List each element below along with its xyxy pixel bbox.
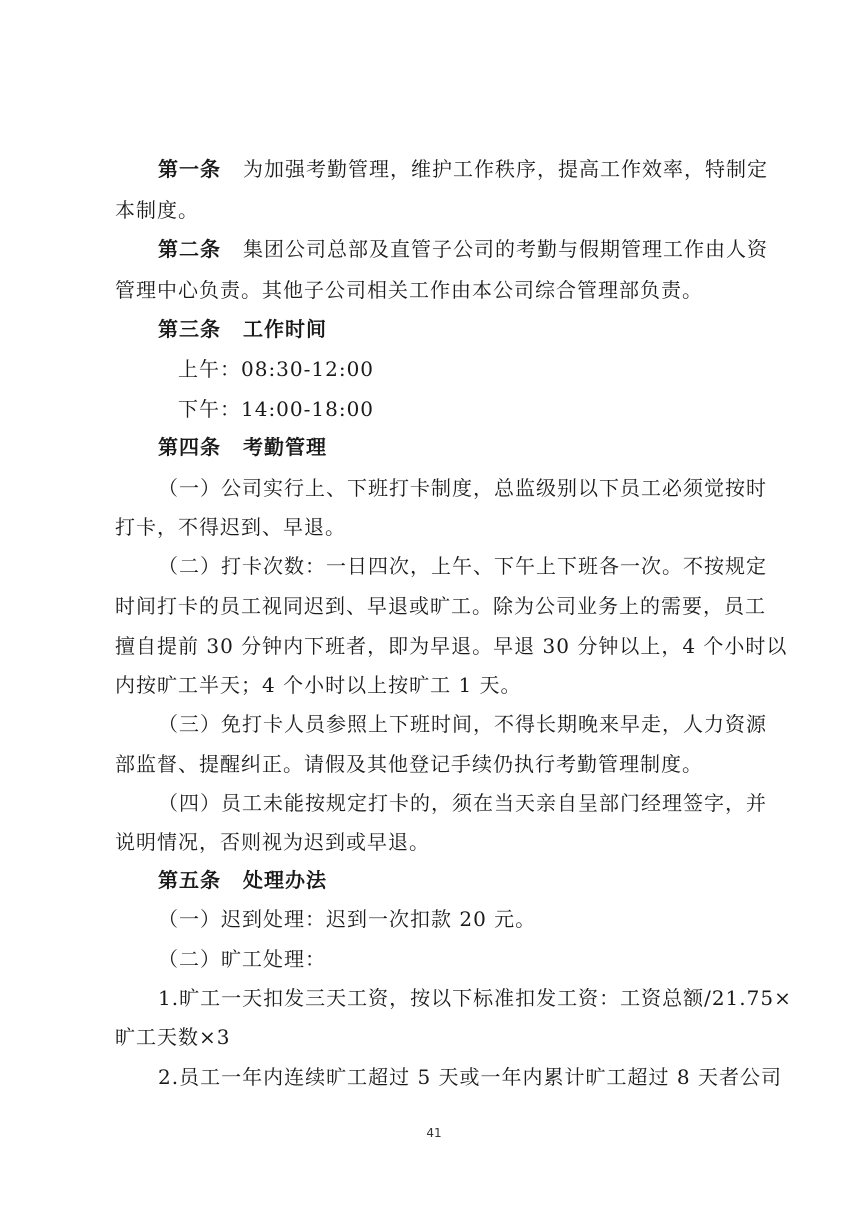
article-4-p4-line-2: 说明情况，否则视为迟到或早退。 bbox=[115, 830, 430, 854]
article-2-line-1 bbox=[158, 237, 798, 261]
article-3-title: 工作时间 bbox=[243, 317, 327, 341]
article-3-label: 第三条 bbox=[158, 317, 221, 341]
article-4-title: 考勤管理 bbox=[243, 435, 327, 459]
article-4-p1-line-2: 打卡，不得迟到、早退。 bbox=[115, 515, 346, 539]
article-1-line-2: 本制度。 bbox=[115, 198, 199, 222]
article-5-p2: （二）旷工处理： bbox=[158, 947, 326, 971]
article-4-p3-line-2: 部监督、提醒纠正。请假及其他登记手续仍执行考勤管理制度。 bbox=[115, 752, 703, 776]
article-5-item-1-line-1: 1.旷工一天扣发三天工资，按以下标准扣发工资：工资总额/21.75× bbox=[158, 986, 792, 1010]
article-4-p2-line-3: 擅自提前 30 分钟内下班者，即为早退。早退 30 分钟以上，4 个小时以 bbox=[115, 634, 788, 658]
article-4-p1-line-1: （一）公司实行上、下班打卡制度，总监级别以下员工必须觉按时 bbox=[158, 476, 767, 500]
article-5-item-1-line-2: 旷工天数×3 bbox=[115, 1025, 231, 1049]
article-5-label: 第五条 bbox=[158, 868, 221, 892]
work-time-morning: 上午：08:30-12:00 bbox=[178, 357, 375, 381]
article-5-title: 处理办法 bbox=[243, 868, 327, 892]
article-4-p2-line-2: 时间打卡的员工视同迟到、早退或旷工。除为公司业务上的需要，员工 bbox=[115, 594, 766, 618]
article-4-label: 第四条 bbox=[158, 435, 221, 459]
page-number: 41 bbox=[426, 1126, 442, 1140]
article-4-p4-line-1: （四）员工未能按规定打卡的，须在当天亲自呈部门经理签字，并 bbox=[158, 791, 767, 815]
article-5-item-2-line-1: 2.员工一年内连续旷工超过 5 天或一年内累计旷工超过 8 天者公司 bbox=[158, 1065, 782, 1089]
article-2-line-2: 管理中心负责。其他子公司相关工作由本公司综合管理部负责。 bbox=[115, 278, 703, 302]
article-4-heading bbox=[158, 435, 798, 459]
article-4-p3-line-1: （三）免打卡人员参照上下班时间，不得长期晚来早走，人力资源 bbox=[158, 712, 767, 736]
article-1-text: 为加强考勤管理，维护工作秩序，提高工作效率，特制定 bbox=[243, 157, 768, 181]
article-1-label: 第一条 bbox=[158, 157, 221, 181]
article-3-heading bbox=[158, 317, 798, 341]
article-5-p1: （一）迟到处理：迟到一次扣款 20 元。 bbox=[158, 907, 537, 931]
work-time-afternoon: 下午：14:00-18:00 bbox=[178, 397, 375, 421]
article-5-heading bbox=[158, 868, 798, 892]
article-2-label: 第二条 bbox=[158, 237, 221, 261]
article-4-p2-line-1: （二）打卡次数：一日四次，上午、下午上下班各一次。不按规定 bbox=[158, 554, 767, 578]
article-4-p2-line-4: 内按旷工半天；4 个小时以上按旷工 1 天。 bbox=[115, 673, 522, 697]
article-2-text: 集团公司总部及直管子公司的考勤与假期管理工作由人资 bbox=[243, 237, 768, 261]
article-1-line-1 bbox=[158, 157, 798, 181]
